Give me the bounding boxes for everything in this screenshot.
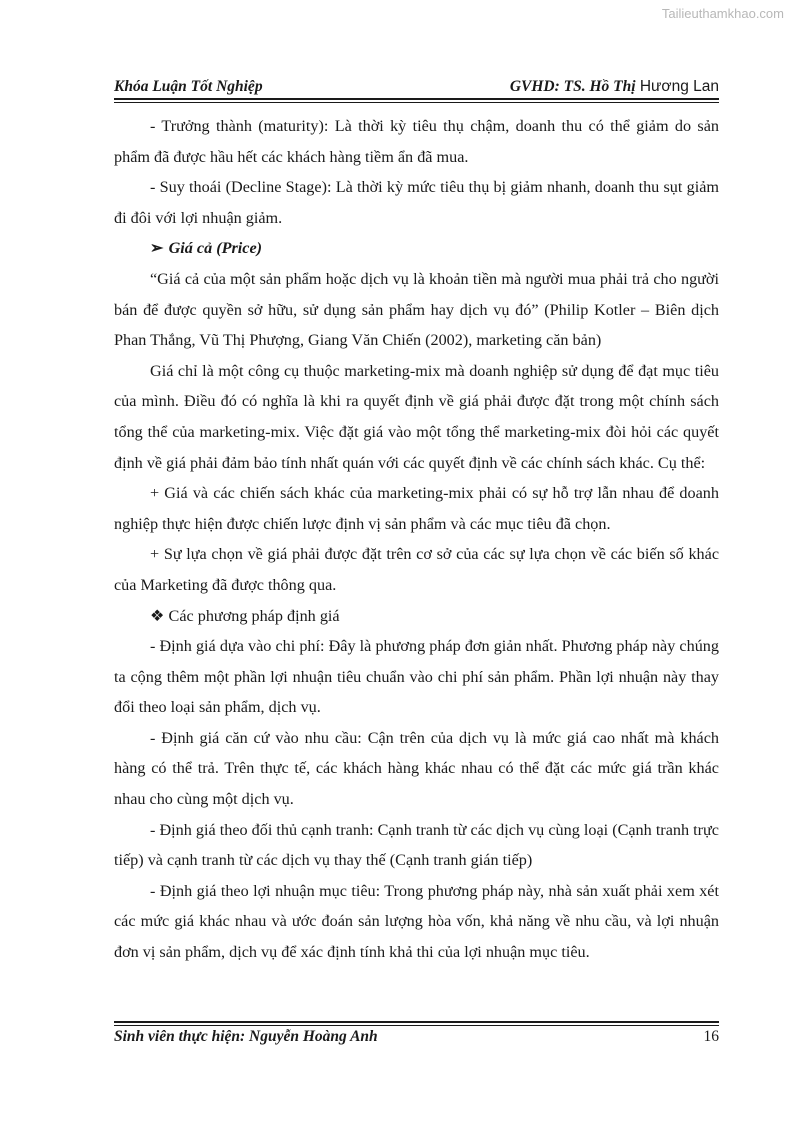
page-header xyxy=(114,78,719,96)
paragraph-decline: - Suy thoái (Decline Stage): Là thời kỳ mức tiêu thụ bị giảm nhanh, doanh thu sụt giảm đi đôi với lợi nhuận giảm. xyxy=(114,178,719,227)
paragraph-cost-based: - Định giá dựa vào chi phí: Đây là phương pháp đơn giản nhất. Phương pháp này chúng ta cộng thêm một phần lợi nhuận tiêu chuẩn vào chi phí sản phẩm. Phần lợi nhuận này thay đổi theo loại sản phẩm, dịch vụ. xyxy=(114,637,719,717)
paragraph-competitor-based: - Định giá theo đối thủ cạnh tranh: Cạnh tranh từ các dịch vụ cùng loại (Cạnh tranh trực tiếp) và cạnh tranh từ các dịch vụ thay thế (Cạnh tranh gián tiếp) xyxy=(114,820,719,870)
paragraph-price-definition: “Giá cả của một sản phẩm hoặc dịch vụ là khoản tiền mà người mua phải trả cho người bán để được quyền sở hữu, sử dụng sản phẩm hay dịch vụ đó” (Philip Kotler – Biên dịch Phan Thắng, Vũ Thị Phượng, Giang Văn Chiến (2002), marketing căn bản) xyxy=(114,269,719,350)
paragraph-price-choice: + Sự lựa chọn về giá phải được đặt trên cơ sở của các sự lựa chọn về các biến số khác của Marketing đã được thông qua. xyxy=(114,545,719,594)
paragraph-target-profit: - Định giá theo lợi nhuận mục tiêu: Trong phương pháp này, nhà sản xuất phải xem xét các mức giá khác nhau và ước đoán sản lượng hòa vốn, khả năng về nhu cầu, và lợi nhuận đơn vị sản phẩm, dịch vụ để xác định tính khả thi của lợi nhuận mục tiêu. xyxy=(114,881,719,962)
header-advisor: GVHD: TS. Hồ Thị Hương Lan xyxy=(509,78,719,95)
page-number: 16 xyxy=(703,1028,719,1045)
header-thesis-title: Khóa Luận Tốt Nghiệp xyxy=(114,78,263,95)
paragraph-price-support: + Giá và các chiến sách khác của marketing-mix phải có sự hỗ trợ lẫn nhau để doanh nghiệp thực hiện được chiến lược định vị sản phẩm và các mục tiêu đã chọn. xyxy=(114,484,719,533)
page-footer xyxy=(114,1028,719,1046)
paragraph-demand-based: - Định giá căn cứ vào nhu cầu: Cận trên của dịch vụ là mức giá cao nhất mà khách hàng có thể trả. Trên thực tế, các khách hàng khác nhau có thể đặt các mức giá trần khác nhau cho cùng một dịch vụ. xyxy=(114,728,719,809)
footer-divider xyxy=(114,1021,719,1026)
paragraph-price-tool: Giá chỉ là một công cụ thuộc marketing-mix mà doanh nghiệp sử dụng để đạt mục tiêu của mình. Điều đó có nghĩa là khi ra quyết định về giá phải được đặt trong một chính sách tổng thể của marketing-mix. Việc đặt giá vào một tổng thể marketing-mix đòi hỏi các quyết định về giá phải đảm bảo tính nhất quán với các quyết định về các chính sách khác. Cụ thể: xyxy=(114,361,719,472)
paragraph-maturity: - Trưởng thành (maturity): Là thời kỳ tiêu thụ chậm, doanh thu có thể giảm do sản phẩm đã được hầu hết các khách hàng tiềm ẩn đã mua. xyxy=(114,117,719,166)
watermark-text: Tailieuthamkhao.com xyxy=(661,6,784,21)
arrow-bullet-icon: ➢ xyxy=(150,239,164,258)
diamond-bullet-icon: ❖ xyxy=(150,606,165,625)
footer-student: Sinh viên thực hiện: Nguyễn Hoàng Anh xyxy=(114,1028,378,1045)
page-body xyxy=(114,111,719,968)
section-heading-price: ➢ Giá cả (Price) xyxy=(150,239,263,258)
header-divider xyxy=(114,98,719,103)
section-heading-methods: ❖ Các phương pháp định giá xyxy=(150,606,340,625)
